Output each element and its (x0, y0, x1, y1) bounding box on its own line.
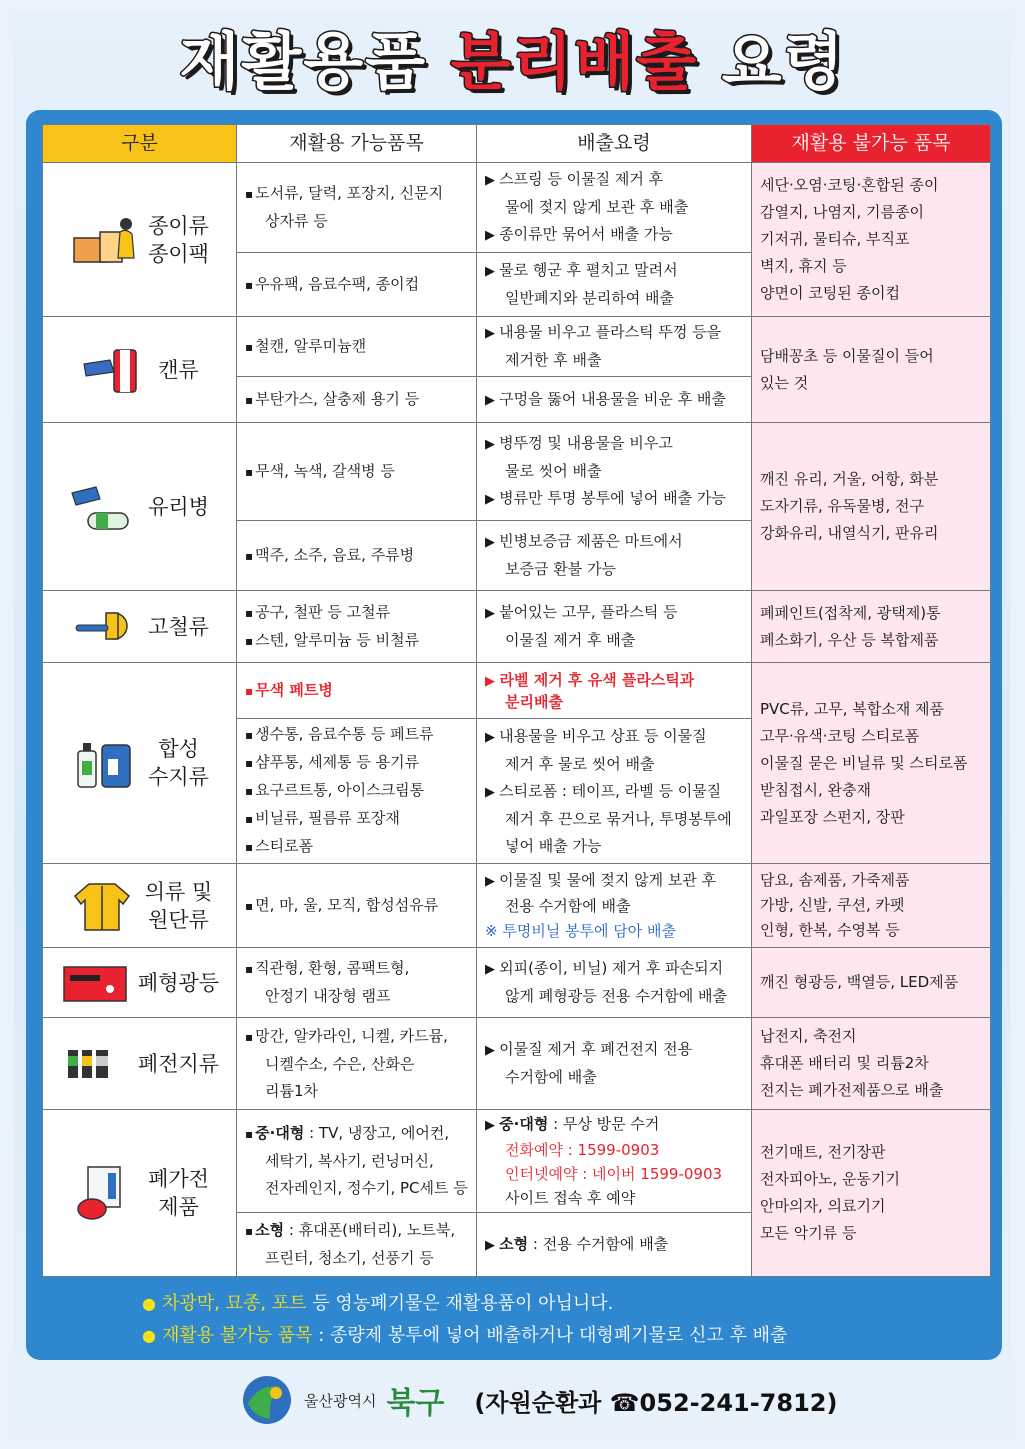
list-item: 담요, 솜제품, 가죽제품 (760, 871, 910, 889)
category-paper (43, 163, 237, 317)
appliance-method-b-label: 소형 (499, 1234, 529, 1253)
list-item: 이물질 묻은 비닐류 및 스티로폼 (760, 753, 968, 772)
list-item: ▪ 면, 마, 울, 모직, 합성섬유류 (245, 892, 468, 920)
category-lamp (43, 948, 237, 1018)
category-clothing (43, 864, 237, 948)
category-can-label: 캔류 (158, 357, 199, 382)
list-item: ▶ 빈병보증금 제품은 마트에서 (485, 528, 743, 556)
list-item: 기저귀, 물티슈, 부직포 (760, 230, 910, 248)
list-item: ▪ 우유팩, 음료수팩, 종이컵 (245, 271, 468, 299)
contact-info: (자원순환과 ☎052-241-7812) (474, 1388, 838, 1417)
category-glass (43, 423, 237, 591)
list-item: ▶ 구멍을 뚫어 내용물을 비운 후 배출 (485, 386, 743, 414)
list-item: 폐페인트(접착제, 광택제)통 (760, 603, 941, 622)
metal-method (477, 591, 752, 663)
appliance-method-a-text: : 무상 방문 수거 (548, 1115, 660, 1133)
category-appliance (43, 1110, 237, 1277)
table-row (43, 663, 991, 719)
plastic-bottle-icon (70, 735, 140, 791)
list-item: 제거 후 물로 씻어 배출 (505, 754, 655, 773)
city-name: 울산광역시 (304, 1391, 377, 1410)
battery-method (477, 1018, 752, 1110)
page-title (0, 22, 1025, 102)
list-item: 과일포장 스펀지, 장판 (760, 807, 905, 826)
list-item: 안정기 내장형 램프 (265, 987, 391, 1005)
appliance-items-a (237, 1110, 477, 1213)
battery-non-recyclable (752, 1018, 991, 1110)
appliance-method-b (477, 1213, 752, 1277)
list-item: 도자기류, 유독물병, 전구 (760, 497, 924, 515)
list-item: 제거 후 끈으로 묶거나, 투명봉투에 (505, 809, 732, 828)
glass-method-b (477, 521, 752, 591)
category-metal (43, 591, 237, 663)
appliance-items-a-text: : TV, 냉장고, 에어컨, (304, 1124, 450, 1142)
list-item: ▶ 라벨 제거 후 유색 플라스틱과 (485, 670, 743, 692)
list-item: ▶ 스프링 등 이물질 제거 후 (485, 166, 743, 194)
category-appliance-label2: 제품 (158, 1195, 199, 1219)
note-2-text: : 종량제 봉투에 넣어 배출하거나 대형폐기물로 신고 후 배출 (312, 1325, 788, 1346)
header-non-recyclable: 재활용 불가능 품목 (752, 125, 991, 163)
list-item: 넣어 배출 가능 (505, 836, 602, 855)
note-2 (142, 1320, 982, 1352)
list-item: 벽지, 휴지 등 (760, 257, 847, 275)
appliance-items-b (237, 1213, 477, 1277)
category-clothing-label1: 의류 및 (144, 879, 213, 904)
list-item: 전자레인지, 정수기, PC세트 등 (265, 1179, 468, 1197)
list-item: 니켈수소, 수은, 산화은 (265, 1054, 415, 1073)
can-method-b (477, 377, 752, 423)
lamp-method (477, 948, 752, 1018)
category-lamp-label: 폐형광등 (137, 970, 220, 995)
list-item: ▶ 내용물 비우고 플라스틱 뚜껑 등을 (485, 319, 743, 347)
list-item: 분리배출 (505, 692, 563, 711)
can-items-b (237, 377, 477, 423)
header-method: 배출요령 (477, 125, 752, 163)
list-item: 전지는 폐가전제품으로 배출 (760, 1081, 944, 1099)
list-item: 물로 씻어 배출 (505, 462, 602, 480)
list-item: 물에 젖지 않게 보관 후 배출 (505, 198, 689, 216)
list-item: 강화유리, 내열식기, 판유리 (760, 524, 939, 542)
list-item (245, 1217, 468, 1245)
list-item: ▪ 생수통, 음료수통 등 페트류 (245, 721, 468, 749)
list-item: 담배꽁초 등 이물질이 들어 (760, 346, 934, 365)
list-item: 고무·유색·코팅 스티로폼 (760, 726, 920, 745)
bullet-icon: ● (142, 1326, 156, 1345)
list-item: ▶ 병류만 투명 봉투에 넣어 배출 가능 (485, 485, 743, 513)
list-item: 깨진 형광등, 백열등, LED제품 (760, 973, 959, 991)
list-item: PVC류, 고무, 복합소재 제품 (760, 699, 945, 718)
list-item: 일반폐지와 분리하여 배출 (505, 289, 674, 307)
paper-non-recyclable (752, 163, 991, 317)
list-item: ▪ 도서류, 달력, 포장지, 신문지 (245, 180, 468, 208)
battery-items (237, 1018, 477, 1110)
recycling-table (42, 124, 991, 1277)
can-method-a (477, 317, 752, 377)
table-row (43, 1018, 991, 1110)
metal-items (237, 591, 477, 663)
list-item: 받침접시, 완충재 (760, 780, 871, 799)
list-item: ▪ 비닐류, 필름류 포장재 (245, 805, 468, 833)
category-plastic-label1: 합성 (158, 737, 199, 761)
header-items: 재활용 가능품목 (237, 125, 477, 163)
list-item: 인형, 한복, 수영복 등 (760, 921, 900, 939)
list-item: 폐소화기, 우산 등 복합제품 (760, 630, 939, 649)
appliance-icon (70, 1165, 140, 1221)
list-item: 납전지, 축전지 (760, 1027, 857, 1045)
glass-method-a (477, 423, 752, 521)
list-item: ▶ 병뚜껑 및 내용물을 비우고 (485, 430, 743, 458)
list-item: ▪ 철캔, 알루미늄캔 (245, 333, 468, 361)
list-item: ▶ 외피(종이, 비닐) 제거 후 파손되지 (485, 955, 743, 983)
list-item: 감열지, 나염지, 기름종이 (760, 203, 924, 221)
note-1-highlight: 차광막, 묘종, 포트 (161, 1293, 307, 1314)
list-item: ▶ 종이류만 묶어서 배출 가능 (485, 221, 743, 249)
list-item: 전용 수거함에 배출 (505, 896, 631, 915)
plastic-items-a (237, 663, 477, 719)
district-name: 북구 (386, 1386, 445, 1421)
list-item (485, 1112, 743, 1138)
list-item: ▶ 스티로폼 : 테이프, 라벨 등 이물질 (485, 778, 743, 806)
paper-method-a (477, 163, 752, 253)
list-item: 전자피아노, 운동기기 (760, 1170, 900, 1188)
plastic-method-b (477, 719, 752, 864)
appliance-method-b-text: : 전용 수거함에 배출 (528, 1234, 669, 1253)
appliance-items-a-label: 중·대형 (255, 1124, 305, 1142)
list-item: 가방, 신발, 쿠션, 카펫 (760, 896, 905, 914)
paper-method-b (477, 253, 752, 317)
list-item: 리튬1차 (265, 1081, 319, 1100)
lamp-non-recyclable (752, 948, 991, 1018)
list-item: 모든 악기류 등 (760, 1224, 857, 1242)
lamp-items (237, 948, 477, 1018)
district-logo-icon (240, 1373, 294, 1427)
appliance-non-recyclable (752, 1110, 991, 1277)
footer (240, 1370, 840, 1430)
category-plastic-label2: 수지류 (148, 765, 209, 789)
list-item: 있는 것 (760, 373, 809, 392)
category-can (43, 317, 237, 423)
category-paper-label1: 종이류 (148, 213, 209, 238)
note-1-text: 등 영농폐기물은 재활용품이 아닙니다. (306, 1293, 614, 1314)
list-item: ▪ 스티로폼 (245, 833, 468, 861)
category-glass-label: 유리병 (148, 494, 209, 519)
category-battery (43, 1018, 237, 1110)
list-item: ▪ 무색, 녹색, 갈색병 등 (245, 458, 468, 486)
list-item: ▶ 내용물을 비우고 상표 등 이물질 (485, 723, 743, 751)
table-row (43, 423, 991, 521)
clothing-non-recyclable (752, 864, 991, 948)
can-non-recyclable (752, 317, 991, 423)
appliance-method-a-label: 중·대형 (499, 1115, 549, 1133)
list-item: 상자류 등 (265, 212, 328, 230)
list-item: 전기매트, 전기장판 (760, 1143, 886, 1161)
list-item: 휴대폰 배터리 및 리튬2차 (760, 1054, 929, 1072)
appliance-method-a (477, 1110, 752, 1213)
paper-box-icon (70, 212, 140, 268)
paper-items-a (237, 163, 477, 253)
category-clothing-label2: 원단류 (148, 907, 209, 932)
lamp-bin-icon (60, 955, 130, 1011)
metal-non-recyclable (752, 591, 991, 663)
note-1 (142, 1288, 982, 1320)
list-item: ▶ 이물질 및 물에 젖지 않게 보관 후 (485, 868, 743, 894)
category-appliance-label1: 폐가전 (148, 1167, 209, 1191)
list-item: 제거한 후 배출 (505, 351, 602, 369)
list-item: ▪ 맥주, 소주, 음료, 주류병 (245, 542, 468, 570)
list-item: 깨진 유리, 거울, 어항, 화분 (760, 470, 939, 488)
glass-bottle-icon (70, 479, 140, 535)
paper-items-b (237, 253, 477, 317)
plastic-method-a (477, 663, 752, 719)
title-part3: 요령 (721, 25, 846, 98)
list-item: 보증금 환불 가능 (505, 560, 616, 578)
list-item: ▪ 샴푸통, 세제통 등 용기류 (245, 749, 468, 777)
phone-reservation: 전화예약 : 1599-0903 (505, 1141, 660, 1159)
category-battery-label: 폐전지류 (137, 1051, 220, 1076)
list-item: 세탁기, 복사기, 런닝머신, (265, 1152, 434, 1170)
list-item (485, 1231, 743, 1259)
list-item: ▶ 이물질 제거 후 폐건전지 전용 (485, 1036, 743, 1064)
glass-items-a (237, 423, 477, 521)
list-item: 사이트 접속 후 예약 (505, 1189, 636, 1207)
list-item: ▪ 부탄가스, 살충제 용기 등 (245, 386, 468, 414)
web-reservation: 인터넷예약 : 네이버 1599-0903 (505, 1165, 723, 1183)
tool-icon (70, 599, 140, 655)
title-part2: 분리배출 (450, 25, 699, 98)
list-item (245, 1120, 468, 1148)
bullet-icon: ● (142, 1294, 156, 1313)
category-paper-label2: 종이팩 (148, 241, 209, 266)
clothing-method-note: ※ 투명비닐 봉투에 담아 배출 (485, 921, 677, 940)
header-row (43, 125, 991, 163)
table-row (43, 948, 991, 1018)
header-category: 구분 (43, 125, 237, 163)
can-icon (80, 342, 150, 398)
can-items-a (237, 317, 477, 377)
list-item: 수거함에 배출 (505, 1068, 597, 1086)
list-item: 프린터, 청소기, 선풍기 등 (265, 1249, 434, 1267)
list-item: ▪ 요구르트통, 아이스크림통 (245, 777, 468, 805)
notes (142, 1288, 982, 1352)
table-row (43, 1110, 991, 1213)
list-item: ▪ 스텐, 알루미늄 등 비철류 (245, 627, 468, 655)
list-item: ▪ 공구, 철판 등 고철류 (245, 599, 468, 627)
jacket-icon (67, 878, 137, 934)
table-row (43, 163, 991, 253)
plastic-items-b (237, 719, 477, 864)
clothing-method (477, 864, 752, 948)
list-item: 않게 폐형광등 전용 수거함에 배출 (505, 987, 727, 1005)
clothing-items (237, 864, 477, 948)
plastic-non-recyclable (752, 663, 991, 864)
table-row (43, 864, 991, 948)
list-item: ▶ 붙어있는 고무, 플라스틱 등 (485, 599, 743, 627)
category-metal-label: 고철류 (148, 614, 209, 639)
appliance-items-b-text: : 휴대폰(배터리), 노트북, (284, 1221, 456, 1239)
appliance-items-b-label: 소형 (255, 1221, 285, 1239)
list-item: ▶ 물로 헹군 후 펼치고 말려서 (485, 257, 743, 285)
table-row (43, 591, 991, 663)
category-plastic (43, 663, 237, 864)
glass-items-b (237, 521, 477, 591)
list-item: ▪ 직관형, 환형, 콤팩트형, (245, 955, 468, 983)
note-2-highlight: 재활용 불가능 품목 (161, 1325, 313, 1346)
list-item: 양면이 코팅된 종이컵 (760, 284, 900, 302)
list-item: ▪ 망간, 알카라인, 니켈, 카드뮴, (245, 1023, 468, 1051)
list-item: 세단·오염·코팅·혼합된 종이 (760, 176, 939, 194)
glass-non-recyclable (752, 423, 991, 591)
list-item: 이물질 제거 후 배출 (505, 631, 636, 649)
title-part1: 재활용품 (179, 25, 427, 98)
list-item: ▪ 무색 페트병 (245, 677, 468, 705)
list-item: 안마의자, 의료기기 (760, 1197, 886, 1215)
table-row (43, 317, 991, 377)
battery-icon (60, 1036, 130, 1092)
